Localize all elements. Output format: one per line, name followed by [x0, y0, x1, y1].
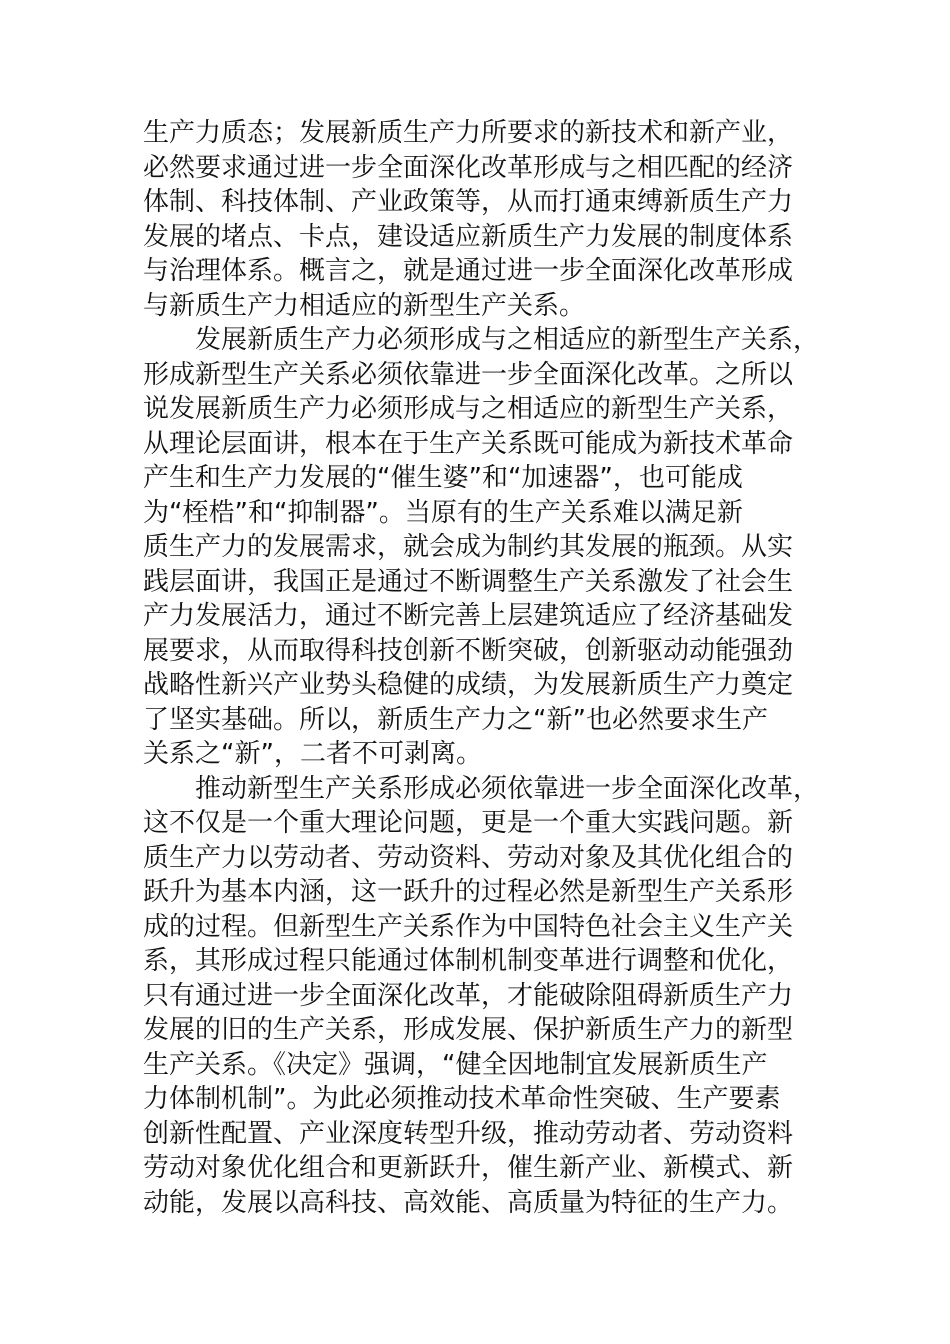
- text-line: 这不仅是一个重大理论问题，更是一个重大实践问题。新: [143, 808, 794, 838]
- document-body: [143, 116, 843, 1220]
- text-line: 形成新型生产关系必须依靠进一步全面深化改革。之所以: [143, 359, 794, 390]
- text-line: 动能，发展以高科技、高效能、高质量为特征的生产力。: [143, 1187, 794, 1218]
- text-line: 为“桎梏”和“抑制器”。当原有的生产关系难以满足新: [143, 497, 743, 528]
- text-line: 生产力质态；发展新质生产力所要求的新技术和新产业，: [143, 118, 794, 148]
- text-line: 只有通过进一步全面深化改革，才能破除阻碍新质生产力: [143, 980, 794, 1011]
- text-line: 了坚实基础。所以，新质生产力之“新”也必然要求生产: [143, 704, 768, 735]
- text-line: 生产关系。《决定》强调，“健全因地制宜发展新质生产: [143, 1049, 768, 1080]
- paragraph-3: [143, 772, 843, 1221]
- text-line: 与新质生产力相适应的新型生产关系。: [143, 290, 586, 321]
- text-line: 战略性新兴产业势头稳健的成绩，为发展新质生产力奠定: [143, 670, 794, 700]
- paragraph-2: [143, 323, 843, 772]
- paragraph-1: [143, 116, 843, 323]
- text-line: 质生产力以劳动者、劳动资料、劳动对象及其优化组合的: [143, 842, 794, 873]
- text-line: 质生产力的发展需求，就会成为制约其发展的瓶颈。从实: [143, 532, 794, 562]
- text-line-first: 推动新型生产关系形成必须依靠进一步全面深化改革，: [195, 773, 820, 804]
- text-line: 与治理体系。概言之，就是通过进一步全面深化改革形成: [143, 256, 794, 286]
- text-line: 必然要求通过进一步全面深化改革形成与之相匹配的经济: [143, 152, 794, 183]
- text-line: 践层面讲，我国正是通过不断调整生产关系激发了社会生: [143, 566, 794, 597]
- text-line: 从理论层面讲，根本在于生产关系既可能成为新技术革命: [143, 428, 794, 459]
- text-line: 发展的堵点、卡点，建设适应新质生产力发展的制度体系: [143, 221, 794, 252]
- text-line: 体制、科技体制、产业政策等，从而打通束缚新质生产力: [143, 187, 794, 217]
- text-line: 说发展新质生产力必须形成与之相适应的新型生产关系，: [143, 394, 794, 424]
- text-line: 发展的旧的生产关系，形成发展、保护新质生产力的新型: [143, 1015, 794, 1045]
- text-line: 系，其形成过程只能通过体制机制变革进行调整和优化，: [143, 946, 794, 976]
- text-line-first: 发展新质生产力必须形成与之相适应的新型生产关系，: [195, 325, 820, 355]
- text-line: 成的过程。但新型生产关系作为中国特色社会主义生产关: [143, 911, 794, 942]
- text-line: 创新性配置、产业深度转型升级，推动劳动者、劳动资料: [143, 1118, 794, 1149]
- text-line: 产生和生产力发展的“催生婆”和“加速器”，也可能成: [143, 463, 743, 493]
- text-line: 关系之“新”，二者不可剥离。: [143, 739, 482, 769]
- text-line: 跃升为基本内涵，这一跃升的过程必然是新型生产关系形: [143, 877, 794, 907]
- text-line: 劳动对象优化组合和更新跃升，催生新产业、新模式、新: [143, 1153, 794, 1183]
- text-line: 力体制机制”。为此必须推动技术革命性突破、生产要素: [143, 1084, 781, 1114]
- text-line: 展要求，从而取得科技创新不断突破，创新驱动动能强劲: [143, 635, 794, 666]
- text-line: 产力发展活力，通过不断完善上层建筑适应了经济基础发: [143, 601, 794, 631]
